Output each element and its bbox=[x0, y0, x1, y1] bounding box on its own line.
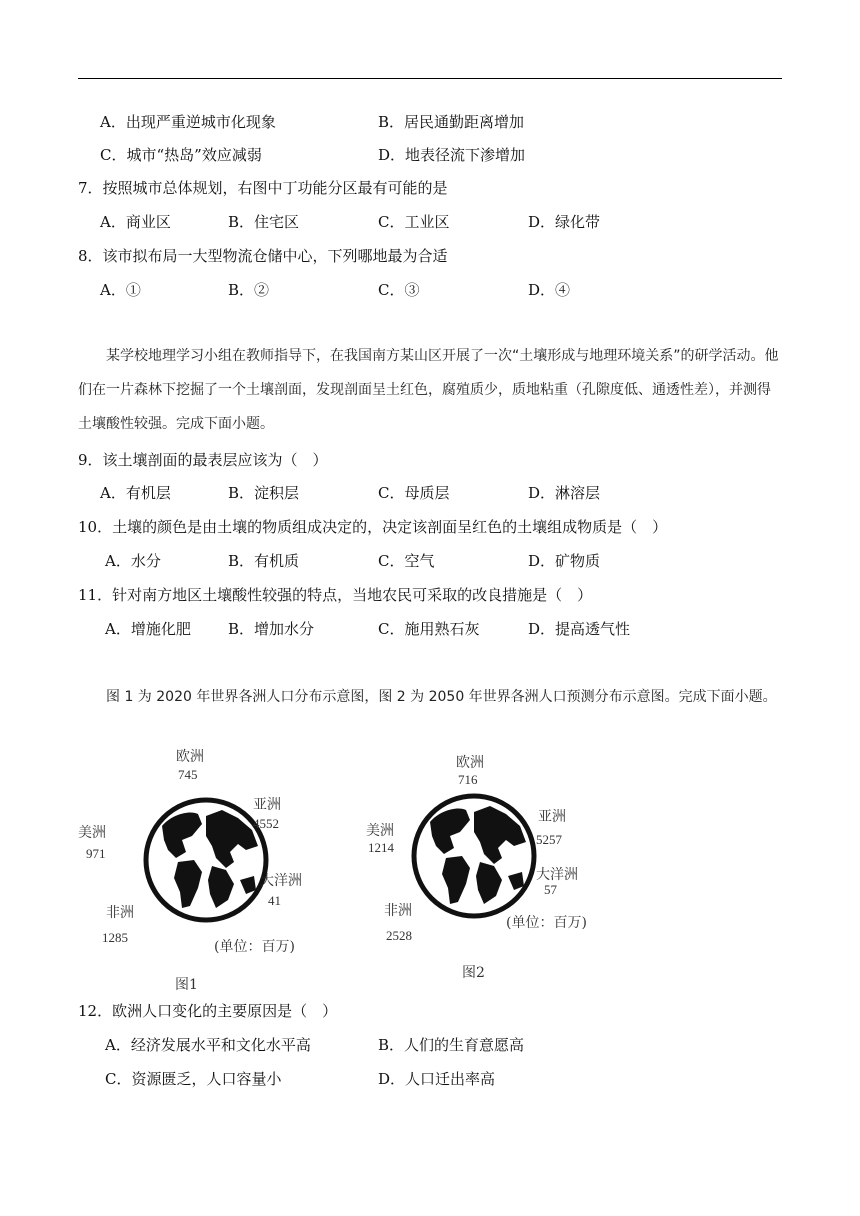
q9-options bbox=[78, 482, 782, 504]
q8-option-d[interactable]: D．④ bbox=[528, 281, 571, 299]
q12-stem: 12．欧洲人口变化的主要原因是（ ） bbox=[78, 1002, 338, 1020]
q8-options bbox=[78, 279, 782, 301]
globe-icon bbox=[410, 792, 538, 920]
fig1-asia-value: 4552 bbox=[253, 816, 279, 831]
passage-population: 图 1 为 2020 年世界各洲人口分布示意图，图 2 为 2050 年世界各洲人口预测分布示意图。完成下面小题。 bbox=[106, 689, 777, 705]
q7-options bbox=[78, 211, 782, 233]
q8-option-b[interactable]: B．② bbox=[228, 281, 270, 299]
fig2-europe-label: 欧洲 bbox=[456, 755, 484, 771]
fig2-asia-value: 5257 bbox=[536, 832, 562, 847]
fig1-africa-value: 1285 bbox=[102, 930, 128, 945]
q9-stem: 9．该土壤剖面的最表层应该为（ ） bbox=[78, 451, 328, 469]
fig1-america-label: 美洲 bbox=[78, 825, 106, 841]
q8-option-c[interactable]: C．③ bbox=[378, 281, 420, 299]
q12-option-d[interactable]: D．人口迁出率高 bbox=[378, 1070, 496, 1088]
fig2-unit: (单位：百万) bbox=[506, 915, 587, 931]
fig1-africa-label: 非洲 bbox=[106, 905, 134, 921]
q11-option-d[interactable]: D．提高透气性 bbox=[528, 620, 631, 638]
q11-options bbox=[78, 618, 782, 640]
header-rule bbox=[78, 78, 782, 79]
q9-option-d[interactable]: D．淋溶层 bbox=[528, 484, 601, 502]
figure-1 bbox=[78, 742, 338, 992]
q9-option-c[interactable]: C．母质层 bbox=[378, 484, 450, 502]
q12-options-row1 bbox=[78, 1034, 782, 1056]
q7-stem: 7．按照城市总体规划，右图中丁功能分区最有可能的是 bbox=[78, 179, 448, 197]
q6-options-row2 bbox=[78, 144, 782, 166]
fig2-asia-label: 亚洲 bbox=[538, 809, 566, 825]
q8-stem: 8．该市拟布局一大型物流仓储中心，下列哪地最为合适 bbox=[78, 247, 448, 265]
fig1-america-value: 971 bbox=[86, 846, 106, 861]
q11-option-b[interactable]: B．增加水分 bbox=[228, 620, 315, 638]
q7-option-c[interactable]: C．工业区 bbox=[378, 213, 450, 231]
fig1-oceania-label: 大洋洲 bbox=[260, 873, 302, 889]
fig2-america-label: 美洲 bbox=[366, 823, 394, 839]
fig2-america-value: 1214 bbox=[368, 840, 394, 855]
q10-stem: 10．土壤的颜色是由土壤的物质组成决定的，决定该剖面呈红色的土壤组成物质是（ ） bbox=[78, 518, 668, 536]
q6-options-row1 bbox=[78, 111, 782, 133]
fig2-oceania-value: 57 bbox=[544, 882, 557, 897]
q6-option-b[interactable]: B．居民通勤距离增加 bbox=[378, 113, 525, 131]
fig1-unit: (单位：百万) bbox=[214, 939, 295, 955]
q10-options bbox=[78, 550, 782, 572]
q9-option-b[interactable]: B．淀积层 bbox=[228, 484, 300, 502]
fig1-oceania-value: 41 bbox=[268, 893, 281, 908]
q12-option-a[interactable]: A．经济发展水平和文化水平高 bbox=[105, 1036, 311, 1054]
q9-option-a[interactable]: A．有机层 bbox=[100, 484, 171, 502]
fig2-oceania-label: 大洋洲 bbox=[536, 867, 578, 883]
q7-option-d[interactable]: D．绿化带 bbox=[528, 213, 601, 231]
q10-option-a[interactable]: A．水分 bbox=[105, 552, 161, 570]
fig1-europe-label: 欧洲 bbox=[176, 749, 204, 765]
q12-options-row2 bbox=[78, 1068, 782, 1090]
fig2-europe-value: 716 bbox=[458, 772, 478, 787]
q11-option-a[interactable]: A．增施化肥 bbox=[105, 620, 191, 638]
q6-option-c[interactable]: C．城市“热岛”效应减弱 bbox=[100, 146, 262, 164]
figure-2 bbox=[366, 752, 626, 992]
q6-option-a[interactable]: A．出现严重逆城市化现象 bbox=[100, 113, 276, 131]
q8-option-a[interactable]: A．① bbox=[100, 281, 141, 299]
q12-option-c[interactable]: C．资源匮乏，人口容量小 bbox=[105, 1070, 282, 1088]
q11-option-c[interactable]: C．施用熟石灰 bbox=[378, 620, 480, 638]
q10-option-b[interactable]: B．有机质 bbox=[228, 552, 300, 570]
q10-option-c[interactable]: C．空气 bbox=[378, 552, 435, 570]
q10-option-d[interactable]: D．矿物质 bbox=[528, 552, 601, 570]
q7-option-b[interactable]: B．住宅区 bbox=[228, 213, 300, 231]
globe-icon bbox=[142, 796, 270, 924]
fig1-caption: 图1 bbox=[175, 977, 198, 993]
q12-option-b[interactable]: B．人们的生育意愿高 bbox=[378, 1036, 525, 1054]
fig1-asia-label: 亚洲 bbox=[253, 797, 281, 813]
q6-option-d[interactable]: D．地表径流下渗增加 bbox=[378, 146, 526, 164]
fig2-caption: 图2 bbox=[462, 965, 485, 981]
q7-option-a[interactable]: A．商业区 bbox=[100, 213, 171, 231]
fig1-europe-value: 745 bbox=[178, 767, 198, 782]
passage-soil: 某学校地理学习小组在教师指导下，在我国南方某山区开展了一次“土壤形成与地理环境关系”的研学活动。他们在一片森林下挖掘了一个土壤剖面，发现剖面呈土红色，腐殖质少，质地粘重（孔隙度低、通透性差），并测得土壤酸性较强。完成下面小题。 bbox=[78, 348, 779, 432]
fig2-africa-value: 2528 bbox=[386, 928, 412, 943]
fig2-africa-label: 非洲 bbox=[384, 903, 412, 919]
q11-stem: 11．针对南方地区土壤酸性较强的特点，当地农民可采取的改良措施是（ ） bbox=[78, 586, 593, 604]
